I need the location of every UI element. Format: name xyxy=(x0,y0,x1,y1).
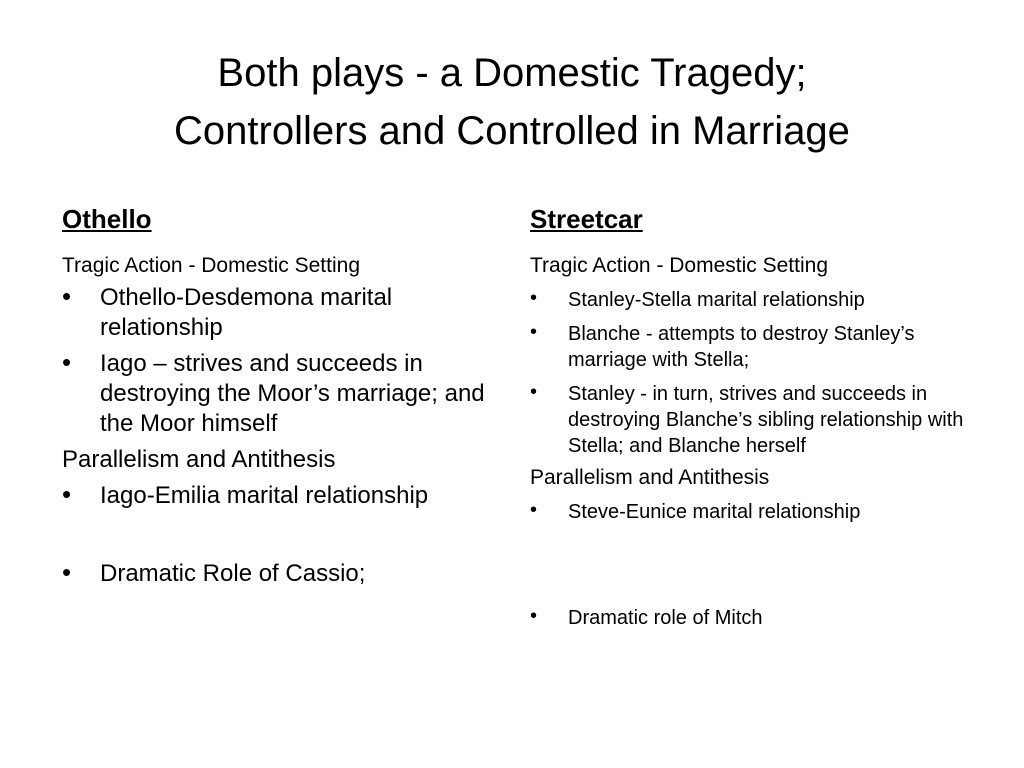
bullet-icon: • xyxy=(62,479,72,509)
list-item-text: Iago – strives and succeeds in destroying the Moor’s marriage; and the Moor himself xyxy=(100,350,485,437)
list-item-text: Dramatic Role of Cassio; xyxy=(100,560,366,587)
list-item xyxy=(530,499,970,525)
list-item xyxy=(530,321,970,373)
list-item xyxy=(62,349,492,439)
streetcar-column xyxy=(530,253,970,631)
streetcar-heading: Streetcar xyxy=(530,204,643,234)
othello-section-parallelism: Parallelism and Antithesis xyxy=(62,446,336,473)
othello-heading: Othello xyxy=(62,204,152,234)
slide-title-line-1: Both plays - a Domestic Tragedy; xyxy=(217,51,807,95)
bullet-icon: • xyxy=(530,287,538,309)
bullet-icon: • xyxy=(530,321,538,343)
bullet-icon: • xyxy=(62,347,72,377)
list-item xyxy=(62,559,492,589)
slide-title xyxy=(60,44,964,160)
list-item xyxy=(530,381,970,459)
list-item-text: Iago-Emilia marital relationship xyxy=(100,482,429,509)
list-item-text: Stanley-Stella marital relationship xyxy=(568,289,865,311)
list-item-text: Othello-Desdemona marital relationship xyxy=(100,284,393,341)
streetcar-section-tragic-action: Tragic Action - Domestic Setting xyxy=(530,254,828,277)
bullet-icon: • xyxy=(62,557,72,587)
list-item-text: Blanche - attempts to destroy Stanley’s marriage with Stella; xyxy=(568,323,915,371)
list-item-text: Dramatic role of Mitch xyxy=(568,607,763,629)
bullet-icon: • xyxy=(530,499,538,521)
list-item xyxy=(530,605,970,631)
list-item xyxy=(530,287,970,313)
bullet-icon: • xyxy=(62,281,72,311)
list-item-text: Steve-Eunice marital relationship xyxy=(568,501,861,523)
bullet-icon: • xyxy=(530,381,538,403)
bullet-icon: • xyxy=(530,605,538,627)
streetcar-bullets-2 xyxy=(530,499,970,631)
othello-section-tragic-action: Tragic Action - Domestic Setting xyxy=(62,254,360,277)
list-item xyxy=(62,481,492,511)
othello-bullets-1 xyxy=(62,283,492,439)
list-item-text: Stanley - in turn, strives and succeeds in destroying Blanche’s sibling relationship with Stella; and Blanche herself xyxy=(568,383,964,457)
streetcar-section-parallelism: Parallelism and Antithesis xyxy=(530,466,770,489)
othello-bullets-2 xyxy=(62,481,492,589)
streetcar-bullets-1 xyxy=(530,287,970,459)
list-item xyxy=(62,283,492,343)
othello-column xyxy=(62,253,492,589)
slide-title-line-2: Controllers and Controlled in Marriage xyxy=(174,109,850,153)
